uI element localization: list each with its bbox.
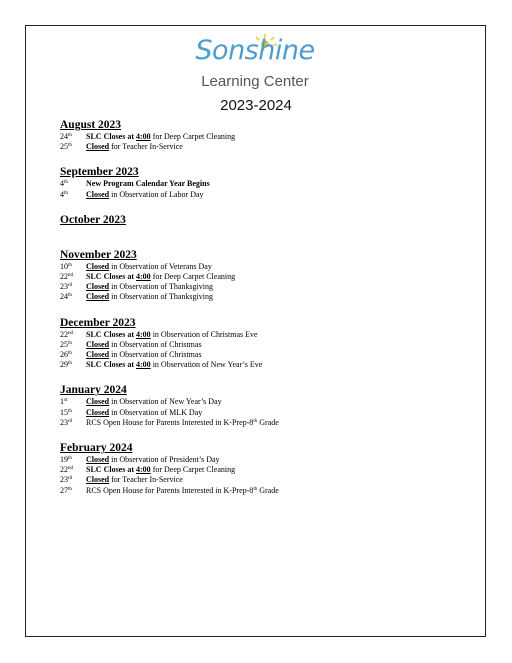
- event-day-suffix: th: [68, 456, 72, 462]
- event-day-number: 4: [60, 179, 64, 189]
- event-description: [86, 132, 235, 142]
- event-text: SLC Closes at: [86, 360, 137, 370]
- event-text: SLC Closes at: [86, 465, 137, 475]
- month-title: December 2023: [60, 316, 136, 329]
- event-text: for Deep Carpet Cleaning: [150, 272, 236, 282]
- month-title: February 2024: [60, 442, 133, 455]
- month-section: [60, 214, 460, 227]
- event-date: [60, 330, 86, 340]
- event-day-number: 1: [60, 397, 64, 407]
- event-row: [60, 408, 460, 418]
- event-day-suffix: th: [68, 143, 72, 149]
- event-text: Grade: [257, 417, 279, 427]
- event-date: [60, 418, 86, 428]
- school-year-title: 2023-2024: [220, 97, 292, 114]
- event-date: [60, 360, 86, 370]
- event-text: SLC Closes at: [86, 329, 137, 339]
- event-text: in Observation of MLK Day: [109, 407, 203, 417]
- event-text: RCS Open House for Parents Interested in K-Prep-8: [86, 417, 254, 427]
- event-text: Closed: [86, 189, 110, 199]
- event-date: [60, 190, 86, 200]
- event-day-number: 22: [60, 272, 68, 282]
- event-text: 4:00: [136, 272, 151, 282]
- event-day-number: 23: [60, 417, 68, 427]
- event-day-suffix: rd: [68, 476, 73, 482]
- event-date: [60, 455, 86, 465]
- event-day-suffix: nd: [68, 273, 73, 279]
- event-day-number: 26: [60, 350, 68, 360]
- event-day-number: 19: [60, 455, 68, 465]
- event-day-suffix: th: [68, 340, 72, 346]
- event-text: in Observation of Labor Day: [109, 189, 204, 199]
- event-date: [60, 475, 86, 485]
- event-row: [60, 350, 460, 360]
- event-description: [86, 486, 279, 496]
- month-title: September 2023: [60, 166, 139, 179]
- month-section: [60, 317, 460, 371]
- event-day-suffix: nd: [68, 466, 73, 472]
- event-row: [60, 455, 460, 465]
- event-day-suffix: rd: [68, 283, 73, 289]
- event-text: th: [253, 486, 258, 492]
- event-description: [86, 282, 213, 292]
- event-date: [60, 132, 86, 142]
- event-description: [86, 408, 202, 418]
- event-row: [60, 340, 460, 350]
- event-description: [86, 262, 212, 272]
- event-date: [60, 340, 86, 350]
- month-section: [60, 249, 460, 303]
- event-text: in Observation of Thanksgiving: [109, 292, 213, 302]
- event-description: [86, 397, 222, 407]
- event-row: [60, 360, 460, 370]
- event-text: in Observation of Veterans Day: [109, 261, 212, 271]
- event-day-number: 15: [60, 407, 68, 417]
- event-text: th: [253, 418, 258, 424]
- event-text: Grade: [257, 485, 279, 495]
- event-day-number: 23: [60, 475, 68, 485]
- event-day-suffix: th: [64, 190, 68, 196]
- month-title: October 2023: [60, 213, 126, 226]
- event-text: Closed: [86, 407, 110, 417]
- event-description: [86, 350, 202, 360]
- event-text: 4:00: [136, 465, 151, 475]
- event-text: Closed: [86, 350, 110, 360]
- month-title: January 2024: [60, 384, 127, 397]
- event-row: [60, 418, 460, 428]
- event-description: [86, 465, 235, 475]
- event-text: in Observation of New Year’s Day: [109, 397, 222, 407]
- event-row: [60, 272, 460, 282]
- event-day-suffix: th: [68, 408, 72, 414]
- event-text: in Observation of Thanksgiving: [109, 282, 213, 292]
- event-row: [60, 190, 460, 200]
- event-day-number: 22: [60, 465, 68, 475]
- event-text: RCS Open House for Parents Interested in K-Prep-8: [86, 485, 254, 495]
- event-date: [60, 486, 86, 496]
- event-date: [60, 350, 86, 360]
- month-title: November 2023: [60, 248, 137, 261]
- event-row: [60, 142, 460, 152]
- event-description: [86, 360, 262, 370]
- event-description: [86, 179, 210, 189]
- event-day-suffix: th: [68, 351, 72, 357]
- event-date: [60, 262, 86, 272]
- event-row: [60, 465, 460, 475]
- event-day-number: 24: [60, 132, 68, 141]
- event-text: for Deep Carpet Cleaning: [150, 465, 236, 475]
- event-description: [86, 340, 202, 350]
- event-day-suffix: th: [68, 293, 72, 299]
- event-text: in Observation of Christmas: [109, 350, 202, 360]
- event-day-number: 23: [60, 282, 68, 292]
- event-description: [86, 455, 220, 465]
- event-description: [86, 292, 213, 302]
- event-row: [60, 292, 460, 302]
- event-date: [60, 292, 86, 302]
- event-text: Closed: [86, 475, 110, 485]
- month-title: August 2023: [60, 119, 122, 131]
- event-day-suffix: th: [68, 361, 72, 367]
- event-date: [60, 272, 86, 282]
- logo-brand: Sonshine: [195, 35, 315, 66]
- event-row: [60, 397, 460, 407]
- event-day-suffix: th: [68, 486, 72, 492]
- event-date: [60, 282, 86, 292]
- event-day-number: 22: [60, 329, 68, 339]
- event-text: Closed: [86, 455, 110, 465]
- event-row: [60, 486, 460, 496]
- event-text: 4:00: [136, 132, 151, 141]
- event-day-number: 25: [60, 142, 68, 152]
- event-text: SLC Closes at: [86, 272, 137, 282]
- event-day-number: 27: [60, 485, 68, 495]
- event-date: [60, 408, 86, 418]
- event-row: [60, 475, 460, 485]
- event-day-number: 25: [60, 339, 68, 349]
- event-row: [60, 282, 460, 292]
- event-text: Closed: [86, 292, 110, 302]
- event-text: 4:00: [136, 360, 151, 370]
- event-text: New Program Calendar Year Begins: [86, 179, 210, 189]
- event-day-suffix: st: [64, 398, 68, 404]
- event-day-number: 10: [60, 261, 68, 271]
- event-text: for Teacher In-Service: [109, 142, 183, 152]
- event-row: [60, 330, 460, 340]
- event-text: for Teacher In-Service: [109, 475, 183, 485]
- event-text: in Observation of Christmas Eve: [150, 329, 258, 339]
- event-description: [86, 190, 204, 200]
- event-description: [86, 418, 279, 428]
- month-section: [60, 119, 460, 152]
- event-day-number: 4: [60, 189, 64, 199]
- event-text: 4:00: [136, 329, 151, 339]
- event-text: Closed: [86, 282, 110, 292]
- event-text: in Observation of Christmas: [109, 339, 202, 349]
- event-row: [60, 179, 460, 189]
- event-date: [60, 142, 86, 152]
- event-text: Closed: [86, 261, 110, 271]
- event-date: [60, 179, 86, 189]
- event-day-suffix: th: [64, 180, 68, 186]
- logo: [180, 33, 330, 93]
- event-day-suffix: th: [68, 262, 72, 268]
- event-row: [60, 262, 460, 272]
- event-text: Closed: [86, 397, 110, 407]
- month-section: [60, 384, 460, 428]
- event-description: [86, 272, 235, 282]
- event-day-suffix: nd: [68, 330, 73, 336]
- event-text: for Deep Carpet Cleaning: [150, 132, 236, 141]
- event-date: [60, 397, 86, 407]
- event-description: [86, 475, 183, 485]
- event-day-suffix: th: [68, 133, 72, 138]
- event-description: [86, 142, 183, 152]
- event-text: Closed: [86, 339, 110, 349]
- event-text: SLC Closes at: [86, 132, 137, 141]
- event-row: [60, 132, 460, 142]
- event-description: [86, 330, 258, 340]
- logo-subtitle: Learning Center: [201, 73, 309, 90]
- calendar-list: [60, 119, 460, 510]
- event-day-suffix: rd: [68, 418, 73, 424]
- event-day-number: 29: [60, 360, 68, 370]
- event-day-number: 24: [60, 292, 68, 302]
- month-section: [60, 442, 460, 496]
- event-text: in Observation of President’s Day: [109, 455, 220, 465]
- month-section: [60, 166, 460, 199]
- event-text: in Observation of New Year’s Eve: [150, 360, 263, 370]
- event-text: Closed: [86, 142, 110, 152]
- event-date: [60, 465, 86, 475]
